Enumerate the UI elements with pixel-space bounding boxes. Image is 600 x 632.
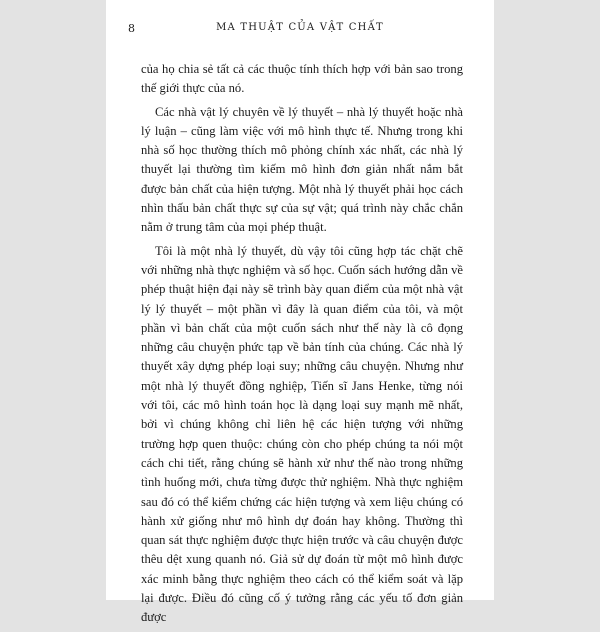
book-title: MA THUẬT CỦA VẬT CHẤT [216,22,384,33]
paragraph-author: Tôi là một nhà lý thuyết, dù vậy tôi cũng hợp tác chặt chẽ với những nhà thực nghiệm và số học. Cuốn sách hướng dẫn về phép thuật hiện đại này sẽ trình bày quan điểm của một nhà vật lý lý thuyết – một phần vì đây là quan điểm của tôi, và một phần vì bản chất của một cuốn sách như thế này là cô đọng những câu chuyện phức tạp về bản tính của chúng. Các nhà lý thuyết xây dựng phép loại suy; những câu chuyện. Nhưng như một nhà lý thuyết đồng nghiệp, Tiến sĩ Jans Henke, từng nói với tôi, các mô hình toán học là dạng loại suy mạnh mẽ nhất, bởi vì chúng không chỉ liên hệ các hiện tượng với những trường hợp quen thuộc: chúng còn cho phép chúng ta nói một cách chi tiết, rằng chúng sẽ hành xử như thế nào trong những tình huống mới, chưa từng được thử nghiệm. Nhà thực nghiệm sau đó có thể kiểm chứng các hiện tượng và xem liệu chúng có hành xử giống như mô hình dự đoán hay không. Thường thì quan sát thực nghiệm được thực hiện trước và câu chuyện được thêu dệt xung quanh nó. Giả sử dự đoán từ một mô hình được xác minh bằng thực nghiệm theo cách có thể kiểm soát và lặp lại được. Điều đó cũng cố ý tưởng rằng các yếu tố đơn giản được [141,243,463,625]
body-text [141,60,463,632]
page-number: 8 [128,22,135,35]
paragraph-theorists: Các nhà vật lý chuyên về lý thuyết – nhà lý thuyết hoặc nhà lý luận – cũng làm việc với mô hình thực tế. Nhưng trong khi nhà số học thường thích mô phỏng chính xác nhất, các nhà lý thuyết lại thường tìm kiếm mô hình đơn giản nhất nắm bắt được bản chất của hiện tượng. Một nhà lý thuyết phải học cách nhìn thấu bản chất thực sự của sự vật; quá trình này chắc chắn nằm ở trung tâm của mọi phép thuật. [141,104,463,235]
running-head [106,22,494,42]
book-page [106,0,494,625]
paragraph-continued: của họ chia sẻ tất cả các thuộc tính thích hợp với bản sao trong thế giới thực của nó. [141,62,463,96]
